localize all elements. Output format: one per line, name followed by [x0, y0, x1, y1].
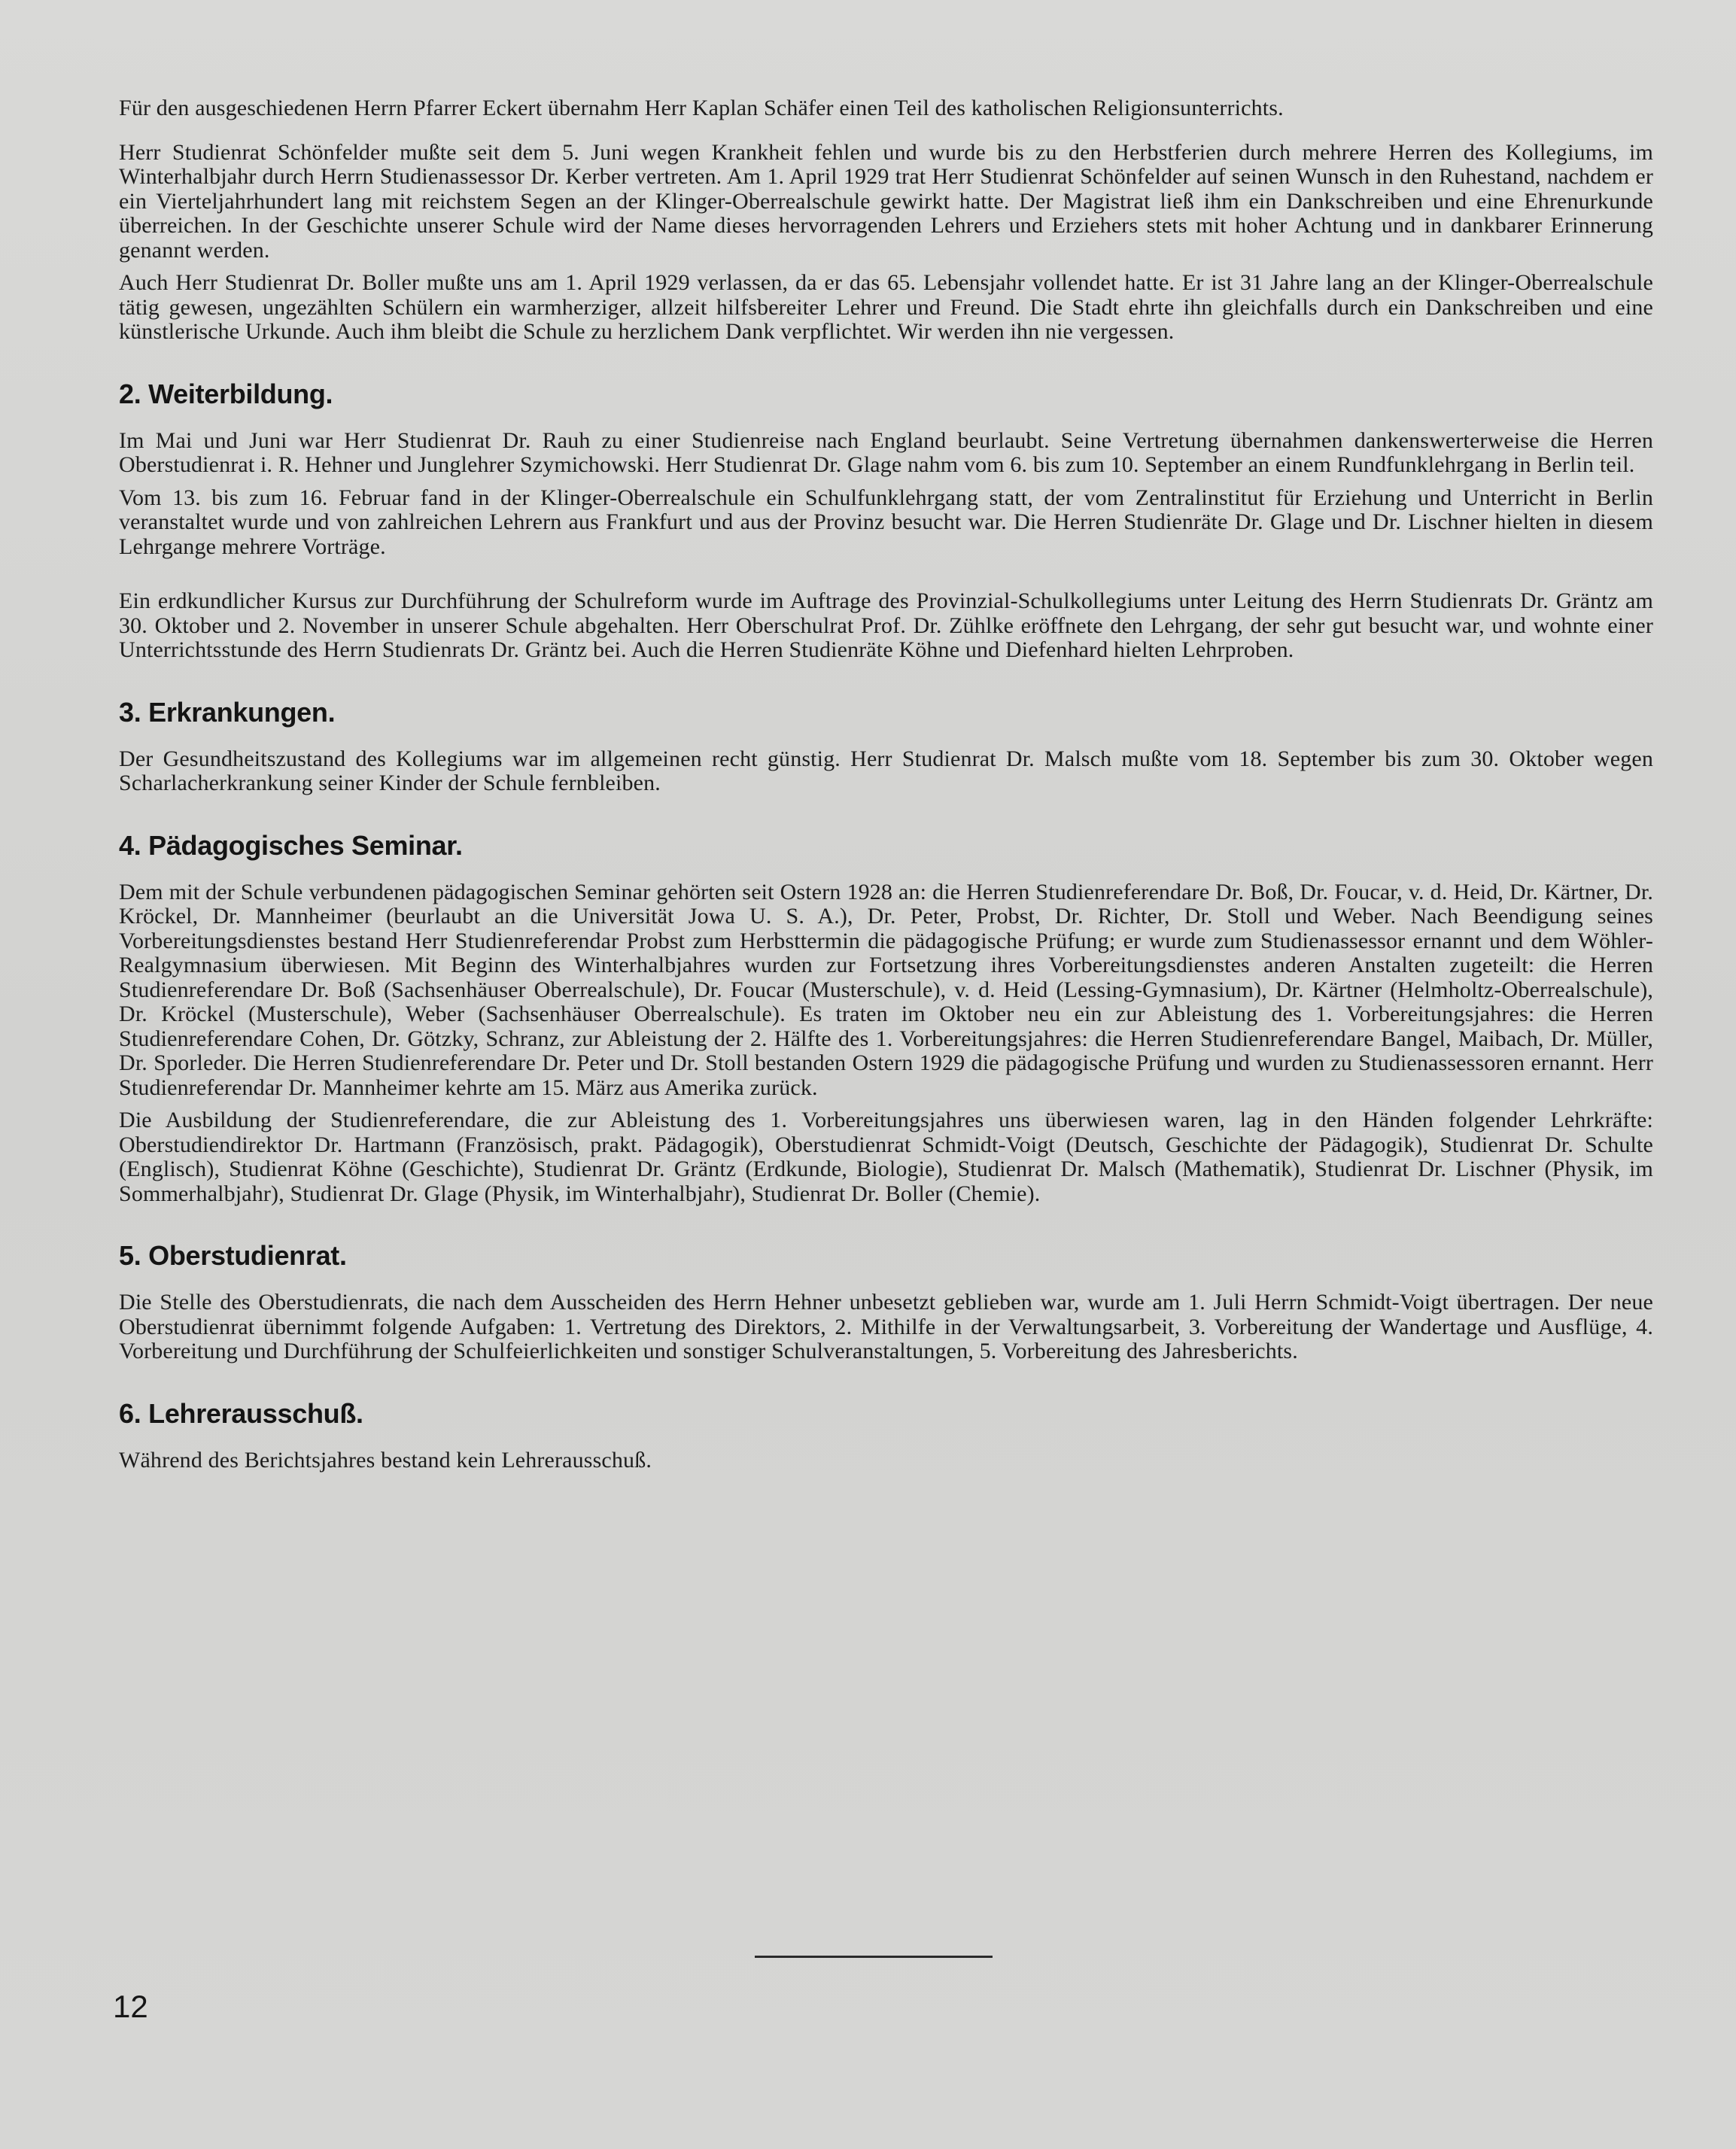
paragraph-ausbildung: Die Ausbildung der Studienreferendare, die zur Ableistung des 1. Vorbereitungsjahres uns überwiesen waren, lag in den Händen folgender Lehrkräfte: Oberstudiendirektor Dr. Hartmann (Französisch, prakt. Pädagogik), Oberstudienrat Schmidt-Voigt (Deutsch, Geschichte der Pädagogik), Studienrat Dr. Schulte (Englisch), Studienrat Köhne (Geschichte), Studienrat Dr. Gräntz (Erdkunde, Biologie), Studienrat Dr. Malsch (Mathematik), Studienrat Dr. Lischner (Physik, im Sommerhalbjahr), Studienrat Dr. Glage (Physik, im Winterhalbjahr), Studienrat Dr. Boller (Chemie). — [119, 1108, 1653, 1206]
heading-erkrankungen: 3. Erkrankungen. — [119, 696, 336, 728]
section-erkrankungen — [119, 698, 1653, 796]
section-seminar — [119, 831, 1653, 1207]
page-content — [119, 96, 1653, 1473]
heading-seminar: 4. Pädagogisches Seminar. — [119, 829, 463, 861]
paragraph-seminar-mitglieder: Dem mit der Schule verbundenen pädagogischen Seminar gehörten seit Ostern 1928 an: die Herren Studienreferendare Dr. Boß, Dr. Foucar, v. d. Heid, Dr. Kärtner, Dr. Kröckel, Dr. Mannheimer (beurlaubt an die Universität Jowa U. S. A.), Dr. Peter, Probst, Dr. Richter, Dr. Stoll und Weber. Nach Beendigung seines Vorbereitungsdienstes bestand Herr Studienreferendar Probst zum Herbsttermin die pädagogische Prüfung; er wurde zum Studienassessor ernannt und dem Wöhler-Realgymnasium überwiesen. Mit Beginn des Winterhalbjahres wurden zur Fortsetzung ihres Vorbereitungsdienstes anderen Anstalten zugeteilt: die Herren Studienreferendare Dr. Boß (Sachsenhäuser Oberrealschule), Dr. Foucar (Musterschule), v. d. Heid (Lessing-Gymnasium), Dr. Kärtner (Helmholtz-Oberrealschule), Dr. Kröckel (Musterschule), Weber (Sachsenhäuser Oberrealschule). Es traten im Oktober neu ein zur Ableistung des 1. Vorbereitungsjahres: die Herren Studienreferendare Cohen, Dr. Götzky, Schranz, zur Ableistung der 2. Hälfte des 1. Vorbereitungsjahres: die Herren Studienreferendare Bangel, Maibach, Dr. Müller, Dr. Sporleder. Die Herren Studienreferendare Dr. Peter und Dr. Stoll bestanden Ostern 1929 die pädagogische Prüfung und wurden zu Studienassessoren ernannt. Herr Studienreferendar Dr. Mannheimer kehrte am 15. März aus Amerika zurück. — [119, 879, 1653, 1100]
paragraph-oberstudienrat-aufgaben: Die Stelle des Oberstudienrats, die nach dem Ausscheiden des Herrn Hehner unbesetzt geblieben war, wurde am 1. Juli Herrn Schmidt-Voigt übertragen. Der neue Oberstudienrat übernimmt folgende Aufgaben: 1. Vertretung des Direktors, 2. Mithilfe in der Verwaltungsarbeit, 3. Vorbereitung der Wandertage und Ausflüge, 4. Vorbereitung und Durchführung der Schulfeierlichkeiten und sonstiger Schulveranstaltungen, 5. Vorbereitung des Jahresberichts. — [119, 1290, 1653, 1363]
section-oberstudienrat — [119, 1241, 1653, 1364]
paragraph-schoenfelder: Herr Studienrat Schönfelder mußte seit dem 5. Juni wegen Krankheit fehlen und wurde bis zu den Herbstferien durch mehrere Herren des Kollegiums, im Winterhalbjahr durch Herrn Studienassessor Dr. Kerber vertreten. Am 1. April 1929 trat Herr Studienrat Schönfelder auf seinen Wunsch in den Ruhestand, nachdem er ein Vierteljahrhundert lang mit reichstem Segen an der Klinger-Oberrealschule gewirkt hatte. Der Magistrat ließ ihm ein Dankschreiben und eine Ehrenurkunde überreichen. In der Geschichte unserer Schule wird der Name dieses hervorragenden Lehrers und Erziehers stets mit hoher Achtung und in dankbarer Erinnerung genannt werden. — [119, 139, 1653, 263]
heading-lehrerausschuss: 6. Lehrerausschuß. — [119, 1397, 363, 1429]
closing-divider — [755, 1956, 993, 1958]
heading-weiterbildung: 2. Weiterbildung. — [119, 378, 333, 409]
heading-oberstudienrat: 5. Oberstudienrat. — [119, 1240, 347, 1271]
paragraph-gesundheitszustand: Der Gesundheitszustand des Kollegiums war im allgemeinen recht günstig. Herr Studienrat Dr. Malsch mußte vom 18. September bis zum 30. Oktober wegen Scharlacherkrankung seiner Kinder der Schule fernbleiben. — [119, 746, 1653, 795]
paragraph-religionsunterricht: Für den ausgeschiedenen Herrn Pfarrer Eckert übernahm Herr Kaplan Schäfer einen Teil des katholischen Religionsunterrichts. — [119, 96, 1284, 120]
paragraph-studienreise: Im Mai und Juni war Herr Studienrat Dr. Rauh zu einer Studienreise nach England beurlaubt. Seine Vertretung übernahmen dankenswerterweise die Herren Oberstudienrat i. R. Hehner und Junglehrer Szymichowski. Herr Studienrat Dr. Glage nahm vom 6. bis zum 10. September an einem Rundfunklehrgang in Berlin teil. — [119, 427, 1653, 477]
section-weiterbildung — [119, 379, 1653, 663]
paragraph-schulfunklehrgang: Vom 13. bis zum 16. Februar fand in der Klinger-Oberrealschule ein Schulfunklehrgang statt, der vom Zentralinstitut für Erziehung und Unterricht in Berlin veranstaltet wurde und von zahlreichen Lehrern aus Frankfurt und aus der Provinz besucht war. Die Herren Studienräte Dr. Glage und Dr. Lischner hielten in diesem Lehrgange mehrere Vorträge. — [119, 485, 1653, 559]
paragraph-lehrerausschuss: Während des Berichtsjahres bestand kein Lehrerausschuß. — [119, 1447, 652, 1473]
paragraph-boller: Auch Herr Studienrat Dr. Boller mußte uns am 1. April 1929 verlassen, da er das 65. Lebensjahr vollendet hatte. Er ist 31 Jahre lang an der Klinger-Oberrealschule tätig gewesen, ungezählten Schülern ein warmherziger, allzeit hilfsbereiter Lehrer und Freund. Die Stadt ehrte ihn gleichfalls durch ein Dankschreiben und eine künstlerische Urkunde. Auch ihm bleibt die Schule zu herzlichem Dank verpflichtet. Wir werden ihn nie vergessen. — [119, 270, 1653, 344]
page-number: 12 — [113, 1989, 148, 2024]
section-lehrerausschuss — [119, 1399, 1653, 1473]
paragraph-erdkunde-kursus: Ein erdkundlicher Kursus zur Durchführung der Schulreform wurde im Auftrage des Provinzial-Schulkollegiums unter Leitung des Herrn Studienrats Dr. Gräntz am 30. Oktober und 2. November in unserer Schule abgehalten. Herr Oberschulrat Prof. Dr. Zühlke eröffnete den Lehrgang, der sehr gut besucht war, und wohnte einer Unterrichtsstunde des Herrn Studienrats Dr. Gräntz bei. Auch die Herren Studienräte Köhne und Diefenhard hielten Lehrproben. — [119, 588, 1653, 662]
